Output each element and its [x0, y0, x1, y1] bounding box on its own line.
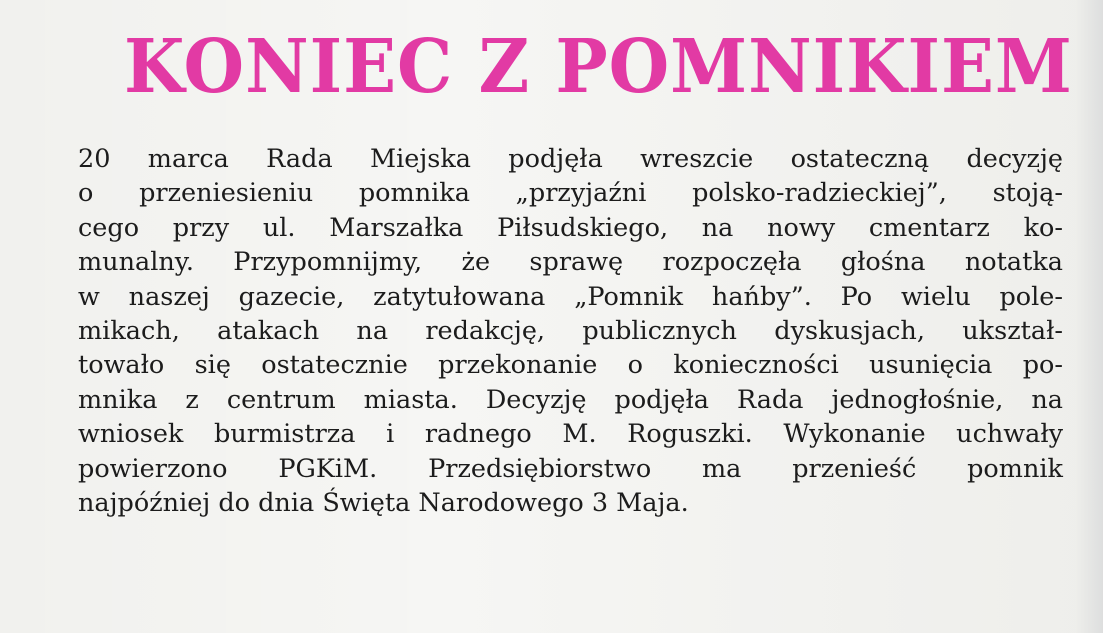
article-line: powierzono PGKiM. Przedsiębiorstwo ma przenieść pomnik	[78, 453, 1063, 484]
paper-edge-shadow	[1075, 0, 1103, 633]
article-line: mikach, atakach na redakcję, publicznych dyskusjach, ukształ-	[78, 315, 1063, 346]
article-line: cego przy ul. Marszałka Piłsudskiego, na nowy cmentarz ko-	[78, 212, 1063, 243]
article-line: 20 marca Rada Miejska podjęła wreszcie ostateczną decyzję	[78, 144, 1063, 174]
article-line: munalny. Przypomnijmy, że sprawę rozpoczęła głośna notatka	[78, 247, 1063, 278]
article-line: w naszej gazecie, zatytułowana „Pomnik hańby”. Po wielu pole-	[78, 281, 1063, 312]
article-line: najpóźniej do dnia Święta Narodowego 3 Maja.	[78, 487, 689, 518]
headline: KONIEC Z POMNIKIEM	[124, 24, 1073, 110]
article-line: towało się ostatecznie przekonanie o konieczności usunięcia po-	[78, 350, 1063, 381]
article-body	[78, 142, 1063, 520]
article-line: mnika z centrum miasta. Decyzję podjęła Rada jednogłośnie, na	[78, 384, 1063, 415]
article-line: wniosek burmistrza i radnego M. Roguszki. Wykonanie uchwały	[78, 419, 1063, 450]
article-line: o przeniesieniu pomnika „przyjaźni polsko-radzieckiej”, stoją-	[78, 178, 1063, 209]
